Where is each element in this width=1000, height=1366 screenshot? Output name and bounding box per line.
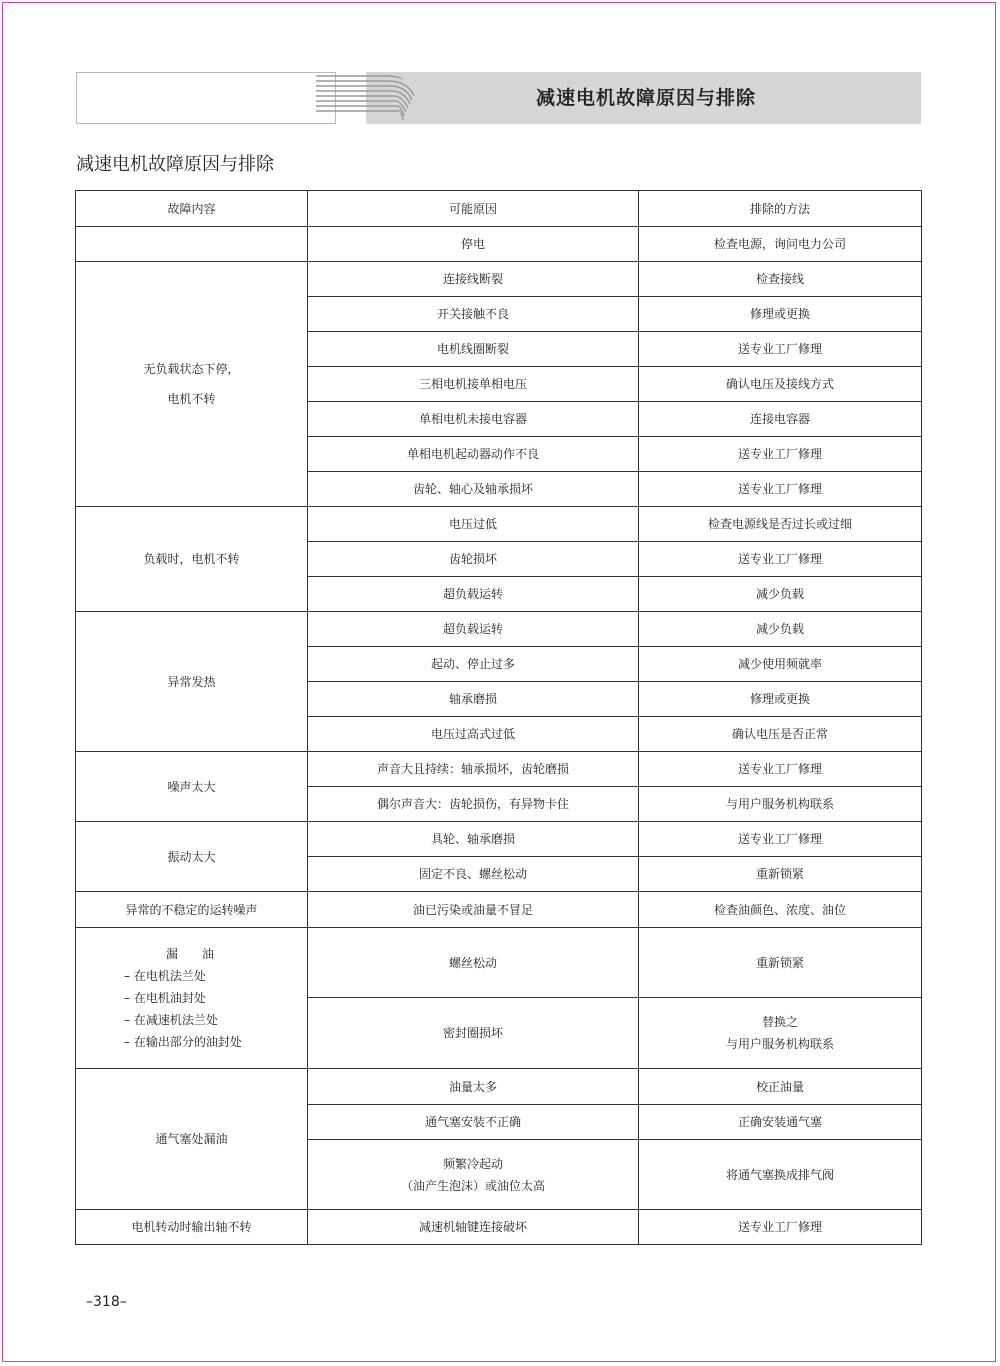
fault-line: – 在电机法兰处 (124, 969, 206, 983)
table-row (76, 752, 922, 787)
fault-cell: 电机转动时输出轴不转 (76, 1210, 308, 1245)
fault-line: 漏 油 (166, 947, 215, 961)
table-row (76, 507, 922, 542)
fault-cell: 异常发热 (76, 612, 308, 752)
cause-cell: 起动、停止过多 (308, 647, 639, 682)
remedy-cell: 减少使用频就率 (639, 647, 922, 682)
table-row (76, 612, 922, 647)
fault-cell: 通气塞处漏油 (76, 1069, 308, 1210)
troubleshooting-table (75, 190, 922, 1245)
remedy-cell: 送专业工厂修理 (639, 472, 922, 507)
remedy-cell: 校正油量 (639, 1069, 922, 1105)
header-stripe-decoration (316, 72, 426, 124)
fault-line: – 在输出部分的油封处 (124, 1035, 242, 1049)
remedy-cell: 将通气塞换成排气阀 (639, 1140, 922, 1210)
cause-cell: 开关接触不良 (308, 297, 639, 332)
fault-cell: 振动太大 (76, 822, 308, 892)
remedy-line: 替换之 (761, 1015, 798, 1029)
fault-cell (76, 928, 308, 1069)
cause-cell: 超负载运转 (308, 612, 639, 647)
cause-cell: 停电 (308, 227, 639, 262)
remedy-cell: 修理或更换 (639, 297, 922, 332)
remedy-cell: 检查接线 (639, 262, 922, 297)
fault-line: – 在电机油封处 (124, 991, 206, 1005)
fault-line: 无负载状态下停， (143, 362, 240, 376)
fault-cell (76, 227, 308, 262)
remedy-cell: 确认电压及接线方式 (639, 367, 922, 402)
remedy-cell: 送专业工厂修理 (639, 332, 922, 367)
remedy-line: 与用户服务机构联系 (725, 1037, 834, 1051)
remedy-cell: 检查油颜色、浓度、油位 (639, 892, 922, 928)
remedy-cell: 确认电压是否正常 (639, 717, 922, 752)
remedy-cell: 修理或更换 (639, 682, 922, 717)
cause-cell: 声音大且持续：轴承损坏，齿轮磨损 (308, 752, 639, 787)
cause-cell: 电机线圈断裂 (308, 332, 639, 367)
cause-cell: 齿轮、轴心及轴承损坏 (308, 472, 639, 507)
remedy-cell: 送专业工厂修理 (639, 542, 922, 577)
cause-cell: 齿轮损坏 (308, 542, 639, 577)
table-row (76, 1069, 922, 1105)
cause-cell: 螺丝松动 (308, 928, 639, 998)
table-row (76, 262, 922, 297)
cause-cell: 密封圈损坏 (308, 998, 639, 1069)
cause-cell: 电压过高式过低 (308, 717, 639, 752)
remedy-cell: 重新锁紧 (639, 857, 922, 892)
table-header-row (76, 191, 922, 227)
table-row (76, 227, 922, 262)
cause-line: （油产生泡沫）或油位太高 (400, 1178, 545, 1193)
cause-cell: 偶尔声音大：齿轮损伤，有异物卡住 (308, 787, 639, 822)
remedy-cell (639, 998, 922, 1069)
remedy-cell: 送专业工厂修理 (639, 822, 922, 857)
cause-cell: 三相电机接单相电压 (308, 367, 639, 402)
cause-line: 频繁冷起动 (442, 1156, 503, 1171)
cause-cell: 轴承磨损 (308, 682, 639, 717)
fault-line: – 在减速机法兰处 (124, 1013, 218, 1027)
header-left-box (76, 72, 336, 124)
table-row (76, 822, 922, 857)
remedy-cell: 重新锁紧 (639, 928, 922, 998)
cause-cell: 超负载运转 (308, 577, 639, 612)
fault-cell: 噪声太大 (76, 752, 308, 822)
table-row (76, 892, 922, 928)
header-fault: 故障内容 (76, 191, 308, 227)
remedy-cell: 送专业工厂修理 (639, 1210, 922, 1245)
fault-line: 电机不转 (167, 392, 216, 406)
cause-cell: 减速机轴键连接破坏 (308, 1210, 639, 1245)
page-title: 减速电机故障原因与排除 (76, 154, 274, 175)
cause-cell: 油已污染或油量不冒足 (308, 892, 639, 928)
header-remedy: 排除的方法 (639, 191, 922, 227)
header-title: 减速电机故障原因与排除 (535, 87, 756, 109)
cause-cell: 连接线断裂 (308, 262, 639, 297)
cause-cell: 单相电机未接电容器 (308, 402, 639, 437)
remedy-cell: 正确安装通气塞 (639, 1105, 922, 1140)
remedy-cell: 检查电源，询问电力公司 (639, 227, 922, 262)
remedy-cell: 连接电容器 (639, 402, 922, 437)
fault-cell (76, 262, 308, 507)
chapter-header (76, 72, 921, 124)
remedy-cell: 送专业工厂修理 (639, 752, 922, 787)
cause-cell: 电压过低 (308, 507, 639, 542)
remedy-cell: 检查电源线是否过长或过细 (639, 507, 922, 542)
cause-cell: 油量太多 (308, 1069, 639, 1105)
remedy-cell: 减少负载 (639, 612, 922, 647)
cause-cell (308, 1140, 639, 1210)
header-cause: 可能原因 (308, 191, 639, 227)
remedy-cell: 送专业工厂修理 (639, 437, 922, 472)
table-row (76, 928, 922, 998)
cause-cell: 固定不良、螺丝松动 (308, 857, 639, 892)
table-row (76, 1210, 922, 1245)
remedy-cell: 减少负载 (639, 577, 922, 612)
cause-cell: 具轮、轴承磨损 (308, 822, 639, 857)
fault-cell: 异常的不稳定的运转噪声 (76, 892, 308, 928)
fault-cell: 负载时，电机不转 (76, 507, 308, 612)
cause-cell: 单相电机起动器动作不良 (308, 437, 639, 472)
remedy-cell: 与用户服务机构联系 (639, 787, 922, 822)
cause-cell: 通气塞安装不正确 (308, 1105, 639, 1140)
page-number: –318– (86, 1294, 127, 1310)
